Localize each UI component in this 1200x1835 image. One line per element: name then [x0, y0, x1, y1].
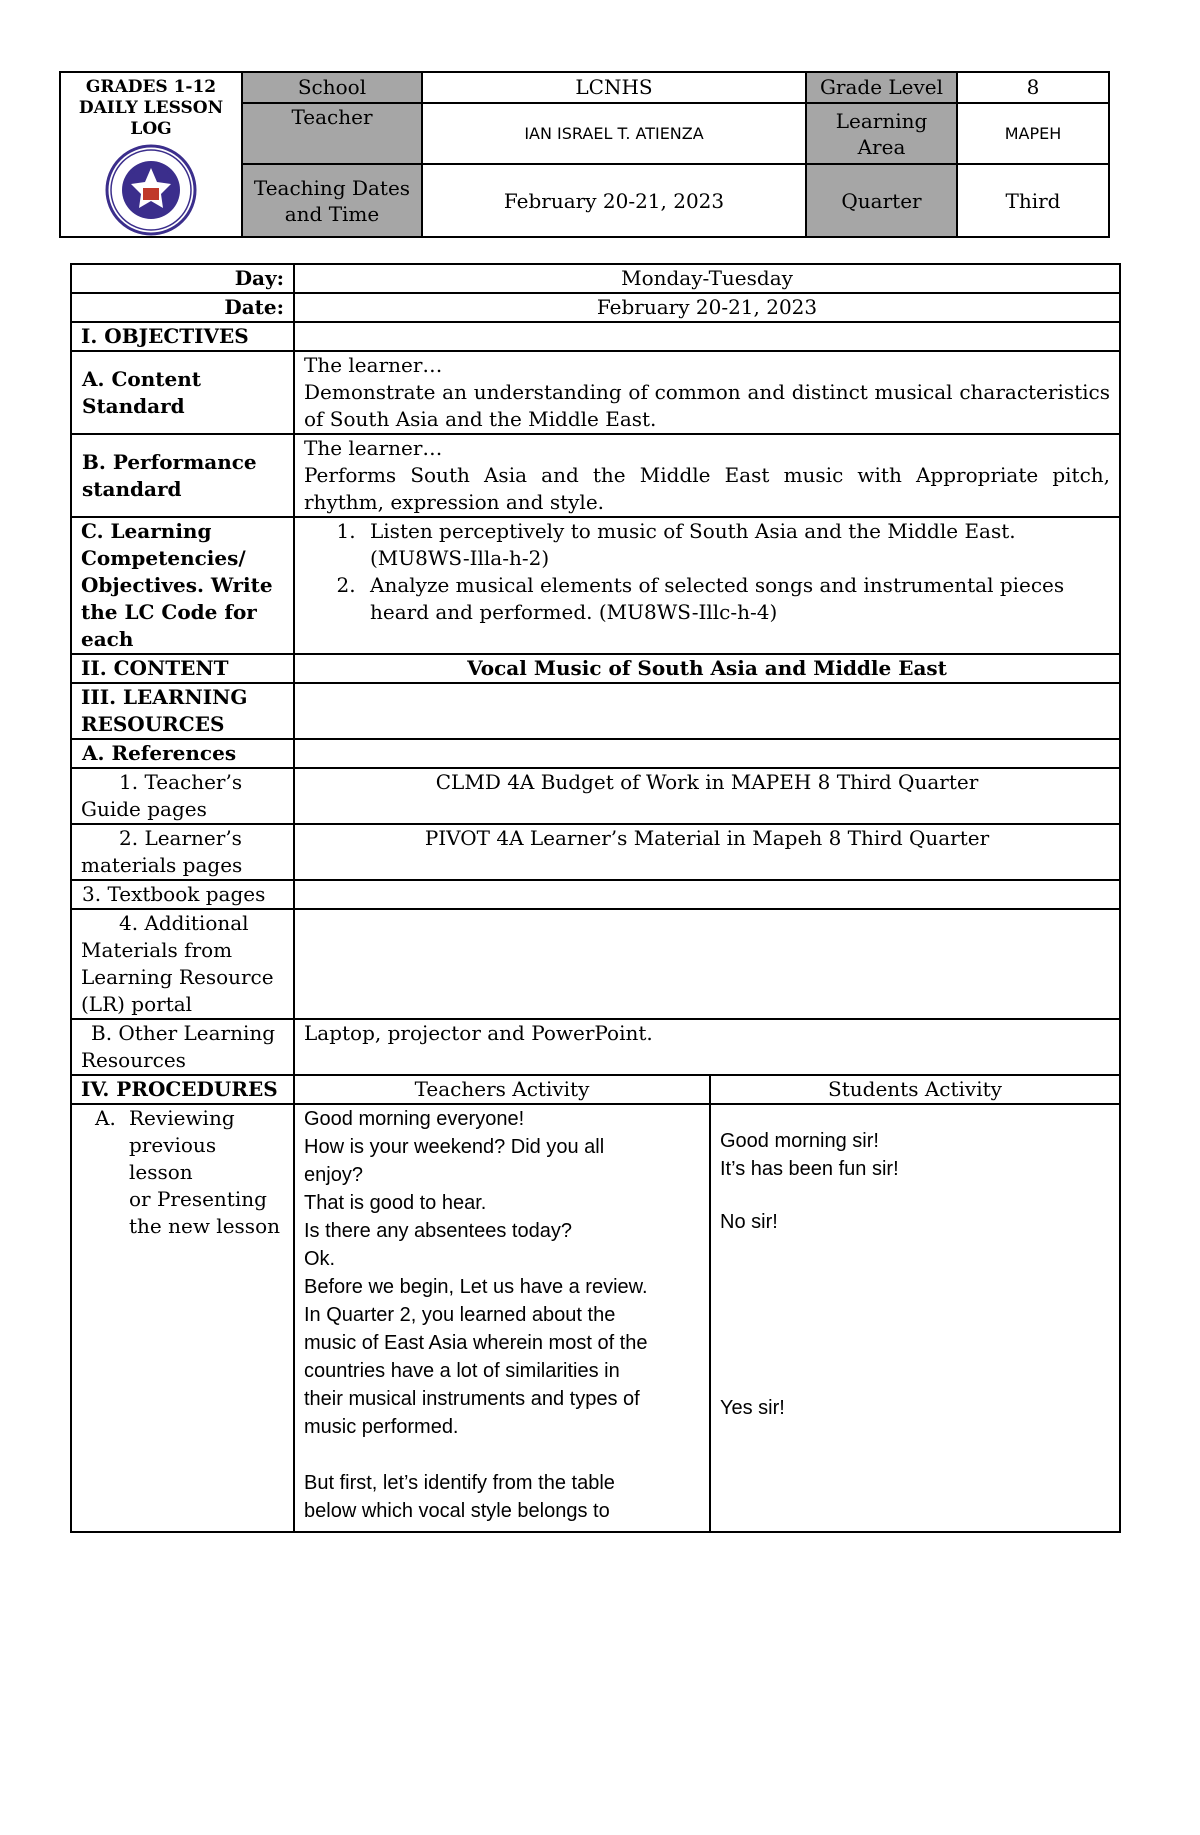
dll-title: GRADES 1-12 DAILY LESSON LOG [78, 77, 224, 139]
date-label: Date: [71, 293, 294, 322]
references-label: A. References [71, 739, 294, 768]
school-label: School [242, 72, 422, 103]
list-item: 2. Analyze musical elements of selected songs and instrumental pieces heard and performed. (MU8WS-Illc-h-4) [362, 572, 1110, 626]
objectives-row [71, 322, 1120, 351]
procedures-row [71, 1075, 1120, 1104]
additional-materials-row [71, 909, 1120, 1019]
list-item: 1. Listen perceptively to music of South Asia and the Middle East. (MU8WS-Illa-h-2) [362, 518, 1110, 572]
content-standard-row [71, 351, 1120, 434]
teacher-line: music performed. [304, 1416, 459, 1438]
day-label: Day: [71, 264, 294, 293]
deped-seal-icon [105, 144, 197, 236]
grade-level-value: 8 [957, 72, 1109, 103]
learning-resources-row [71, 683, 1120, 739]
textbook-label: 3. Textbook pages [71, 880, 294, 909]
content-row [71, 654, 1120, 683]
teacher-line: below which vocal style belongs to [304, 1500, 610, 1522]
date-value: February 20-21, 2023 [294, 293, 1120, 322]
date-row [71, 293, 1120, 322]
teachers-activity-header: Teachers Activity [294, 1075, 710, 1104]
learners-materials-label: 2. Learner’s materials pages [71, 824, 294, 880]
student-line: No sir! [720, 1211, 778, 1233]
content-standard-value: The learner… Demonstrate an understanding of common and distinct musical characteristics of South Asia and the Middle East. [294, 351, 1120, 434]
teacher-line: How is your weekend? Did you all [304, 1136, 605, 1158]
students-activity-header: Students Activity [710, 1075, 1120, 1104]
learning-area-value: MAPEH [957, 103, 1109, 165]
teacher-line: But first, let’s identify from the table [304, 1472, 615, 1494]
day-row [71, 264, 1120, 293]
quarter-value: Third [957, 164, 1109, 237]
teacher-line: countries have a lot of similarities in [304, 1360, 620, 1382]
day-value: Monday-Tuesday [294, 264, 1120, 293]
teacher-line: In Quarter 2, you learned about the [304, 1304, 616, 1326]
teacher-label: Teacher [242, 103, 422, 165]
other-resources-label: B. Other Learning Resources [71, 1019, 294, 1075]
content-value: Vocal Music of South Asia and Middle East [294, 654, 1120, 683]
student-line: It’s has been fun sir! [720, 1158, 899, 1180]
competencies-list [304, 518, 1110, 626]
learners-materials-value: PIVOT 4A Learner’s Material in Mapeh 8 Third Quarter [294, 824, 1120, 880]
teaching-dates-label: Teaching Dates and Time [242, 164, 422, 237]
procedure-a-row [71, 1104, 1120, 1532]
teacher-line: music of East Asia wherein most of the [304, 1332, 648, 1354]
teachers-guide-label: 1. Teacher’s Guide pages [71, 768, 294, 824]
teacher-line: Ok. [304, 1248, 336, 1270]
learning-resources-heading: III. LEARNING RESOURCES [71, 683, 294, 739]
lesson-log-table [70, 263, 1121, 1533]
teacher-value: IAN ISRAEL T. ATIENZA [422, 103, 806, 165]
teachers-guide-value: CLMD 4A Budget of Work in MAPEH 8 Third Quarter [294, 768, 1120, 824]
teacher-line: enjoy? [304, 1164, 363, 1186]
student-line: Yes sir! [720, 1397, 785, 1419]
performance-standard-row [71, 434, 1120, 517]
quarter-label: Quarter [806, 164, 957, 237]
teacher-line: Good morning everyone! [304, 1108, 525, 1130]
teacher-line: That is good to hear. [304, 1192, 487, 1214]
references-row [71, 739, 1120, 768]
student-line: Good morning sir! [720, 1130, 879, 1152]
grade-level-label: Grade Level [806, 72, 957, 103]
teacher-line: their musical instruments and types of [304, 1388, 640, 1410]
other-resources-row [71, 1019, 1120, 1075]
teachers-guide-row [71, 768, 1120, 824]
logo-cell [60, 72, 242, 237]
competencies-label: C. Learning Competencies/ Objectives. Write the LC Code for each [71, 517, 294, 654]
teachers-activity-cell [294, 1104, 710, 1532]
header-table [59, 71, 1110, 238]
teacher-line: Is there any absentees today? [304, 1220, 572, 1242]
performance-standard-label: B. Performance standard [71, 434, 294, 517]
procedures-heading: IV. PROCEDURES [71, 1075, 294, 1104]
performance-standard-value: The learner… Performs South Asia and the Middle East music with Appropriate pitch, rhythm, expression and style. [294, 434, 1120, 517]
additional-materials-label: 4. Additional Materials from Learning Resource (LR) portal [71, 909, 294, 1019]
other-resources-value: Laptop, projector and PowerPoint. [294, 1019, 1120, 1075]
school-value: LCNHS [422, 72, 806, 103]
content-heading: II. CONTENT [71, 654, 294, 683]
textbook-row [71, 880, 1120, 909]
learning-area-label: Learning Area [806, 103, 957, 165]
objectives-heading: I. OBJECTIVES [71, 322, 294, 351]
competencies-row [71, 517, 1120, 654]
teaching-dates-value: February 20-21, 2023 [422, 164, 806, 237]
content-standard-label: A. Content Standard [71, 351, 294, 434]
students-activity-cell [710, 1104, 1120, 1532]
teacher-line: Before we begin, Let us have a review. [304, 1276, 648, 1298]
procedure-a-label: A. Reviewing previous lesson or Presenting the new lesson [71, 1104, 294, 1532]
learners-materials-row [71, 824, 1120, 880]
competencies-value [294, 517, 1120, 654]
